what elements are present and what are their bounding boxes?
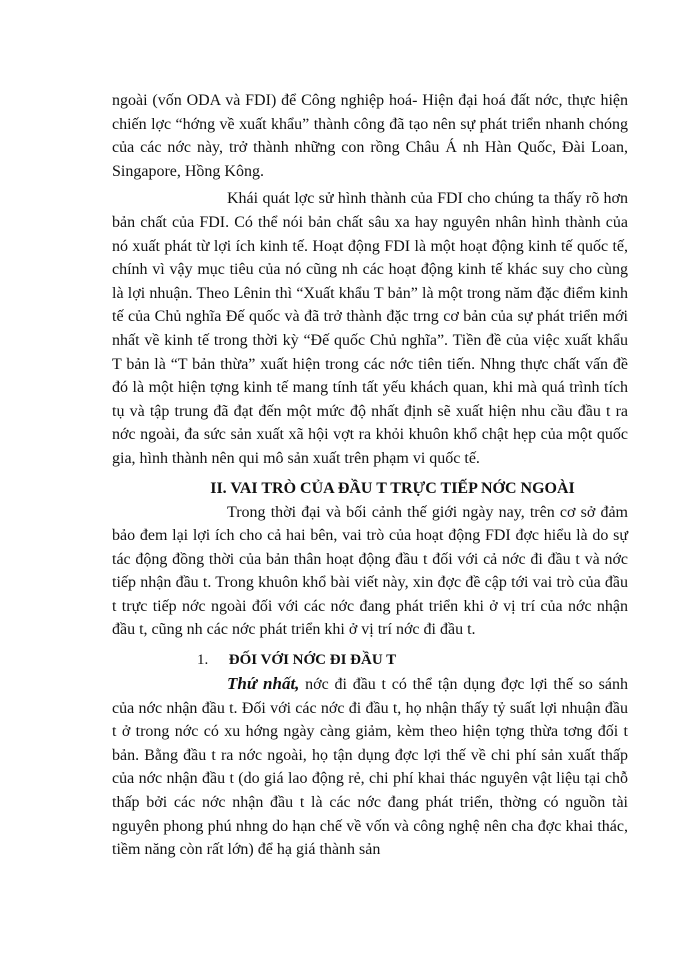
paragraph-fdi-role: Trong thời đại và bối cảnh thế giới ngày nay, trên cơ sở đảm bảo đem lại lợi ích cho cả hai bên, vai trò của hoạt động FDI đợc hiểu là do sự tác động đồng thời của bản thân hoạt động đầu t đối với cả nớc đi đầu t và nớc tiếp nhận đầu t. Trong khuôn khổ bài viết này, xin đợc đề cập tới vai trò của đầu t trực tiếp nớc ngoài đối với các nớc đang phát triển khi ở vị trí của nớc nhận đầu t, cũng nh các nớc phát triển khi ở vị trí nớc đi đầu t. xyxy=(112,503,628,639)
subsection-title: ĐỐI VỚI NỚC ĐI ĐẦU T xyxy=(228,652,397,669)
paragraph-lead: Thứ nhất, xyxy=(227,674,300,694)
paragraph-intro-continuation: ngoài (vốn ODA và FDI) để Công nghiệp hoá- Hiện đại hoá đất nớc, thực hiện chiến lợc “hớng về xuất khẩu” thành công đã tạo nên sự phát triển nhanh chóng của các nớc này, trở thành những con rồng Châu Á nh Hàn Quốc, Đài Loan, Singapore, Hồng Kông. xyxy=(112,92,628,180)
paragraph-fdi-nature: Khái quát lợc sử hình thành của FDI cho chúng ta thấy rõ hơn bản chất của FDI. Có thể nói bản chất sâu xa hay nguyên nhân hình thành của nó xuất phát từ lợi ích kinh tế. Hoạt động FDI là một hoạt động kinh tế quốc tế, chính vì vậy mục tiêu của nó cũng nh các hoạt động kinh tế khác suy cho cùng là lợi nhuận. Theo Lênin thì “Xuất khẩu T bản” là một trong năm đặc điểm kinh tế của Chủ nghĩa Đế quốc và đã trở thành đặc trng cơ bản của sự phát triển mới nhất về kinh tế trong thời kỳ “Đế quốc Chủ nghĩa”. Tiền đề của việc xuất khẩu T bản là “T bản thừa” xuất hiện trong các nớc tiên tiến. Nhng thực chất vấn đề đó là một hiện tợng kinh tế mang tính tất yếu khách quan, khi mà quá trình tích tụ và tập trung đã đạt đến một mức độ nhất định sẽ xuất hiện nhu cầu đầu t ra nớc ngoài, đa sức sản xuất xã hội vợt ra khỏi khuôn khổ chật hẹp của một quốc gia, hình thành nên qui mô sản xuất trên phạm vi quốc tế. xyxy=(112,190,628,467)
subsection-number: 1. xyxy=(197,652,209,669)
subsection-heading xyxy=(112,648,628,672)
paragraph-first-point xyxy=(112,672,628,862)
paragraph-body: nớc đi đầu t có thể tận dụng đợc lợi thế so sánh của nớc nhận đầu t. Đối với các nớc đi đầu t, họ nhận thấy tỷ suất lợi nhuận đầu t ở trong nớc có xu hớng ngày càng giảm, kèm theo hiện tợng thừa tơng đối t bản. Bằng đầu t ra nớc ngoài, họ tận dụng đợc lợi thế về chi phí sản xuất thấp của nớc nhận đầu t (do giá lao động rẻ, chi phí khai thác nguyên vật liệu tại chỗ thấp bởi các nớc nhận đầu t là các nớc đang phát triển, thờng có nguồn tài nguyên phong phú nhng do hạn chế về vốn và công nghệ nên cha đợc khai thác, tiềm năng còn rất lớn) để hạ giá thành sản xyxy=(112,676,629,859)
section-heading: II. VAI TRÒ CỦA ĐẦU T TRỰC TIẾP NỚC NGOÀI xyxy=(210,479,575,497)
